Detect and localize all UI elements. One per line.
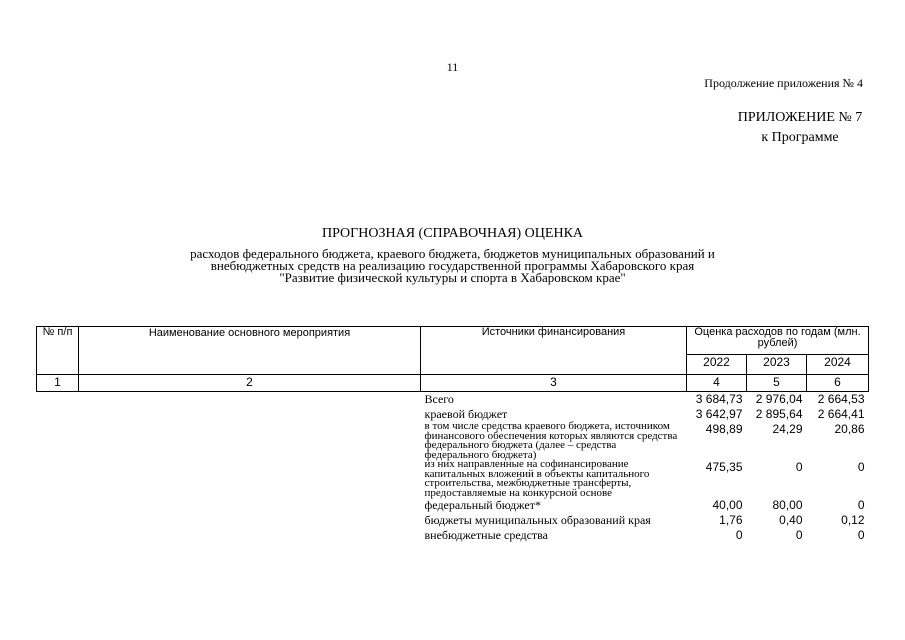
row-value-2024: 2 664,41 <box>817 407 865 421</box>
column-number: 1 <box>37 375 79 392</box>
header-col-name: Наименование основного мероприятия <box>79 327 421 375</box>
row-value-2022: 475,35 <box>705 460 743 474</box>
column-number: 2 <box>79 375 421 392</box>
row-value-2023: 0 <box>795 528 803 542</box>
row-value-2024: 0 <box>857 460 865 474</box>
column-number: 3 <box>421 375 687 392</box>
row-value-2022: 3 684,73 <box>695 392 743 406</box>
row-value-2023: 2 976,04 <box>755 392 803 406</box>
row-value-2022: 498,89 <box>705 422 743 436</box>
continuation-note: Продолжение приложения № 4 <box>704 76 863 90</box>
table-row <box>37 528 869 543</box>
row-value-2024: 0,12 <box>841 513 865 527</box>
table-row <box>37 392 869 408</box>
table-row <box>37 513 869 528</box>
row-value-2022: 40,00 <box>712 498 743 512</box>
budget-table <box>36 326 869 543</box>
row-value-2022: 3 642,97 <box>695 407 743 421</box>
row-value-2022: 0 <box>735 528 743 542</box>
document-title: ПРОГНОЗНАЯ (СПРАВОЧНАЯ) ОЦЕНКА <box>321 226 584 241</box>
row-value-2023: 0,40 <box>779 513 803 527</box>
row-source: федеральный бюджет* <box>424 498 541 512</box>
table-row <box>37 422 869 460</box>
row-source: внебюджетные средства <box>424 528 548 542</box>
appendix-subtitle: к Программе <box>761 130 839 145</box>
header-year-2022: 2022 <box>687 355 747 375</box>
page-number: 11 <box>446 60 459 74</box>
document-subtitle <box>0 248 905 284</box>
column-number: 6 <box>807 375 869 392</box>
row-value-2024: 0 <box>857 528 865 542</box>
row-source: в том числе средства краевого бюджета, источником финансового обеспечения которых являются средства федерального бюджета (далее – средства федерального бюджета) <box>424 420 678 461</box>
column-number: 5 <box>747 375 807 392</box>
row-source: из них направленные на софинансирование капитальных вложений в объекты капитального строительства, межбюджетные трансферты, предоставляемые на конкурсной основе <box>424 458 650 499</box>
header-col-source: Источники финансирования <box>421 327 687 375</box>
header-year-2024: 2024 <box>807 355 869 375</box>
row-value-2023: 0 <box>795 460 803 474</box>
header-col-estimate: Оценка расходов по годам (млн. рублей) <box>687 327 869 355</box>
row-value-2024: 0 <box>857 498 865 512</box>
row-value-2023: 80,00 <box>772 498 803 512</box>
row-value-2024: 2 664,53 <box>817 392 865 406</box>
row-source: Всего <box>424 392 454 406</box>
row-value-2024: 20,86 <box>834 422 865 436</box>
appendix-title: ПРИЛОЖЕНИЕ № 7 <box>737 110 863 125</box>
subtitle-line: внебюджетных средств на реализацию государственной программы Хабаровского края <box>210 258 695 273</box>
subtitle-line: расходов федерального бюджета, краевого бюджета, бюджетов муниципальных образований и <box>190 246 715 261</box>
subtitle-line: "Развитие физической культуры и спорта в Хабаровском крае" <box>279 270 626 285</box>
table-row <box>37 498 869 513</box>
header-year-2023: 2023 <box>747 355 807 375</box>
table-row <box>37 460 869 498</box>
column-number: 4 <box>687 375 747 392</box>
row-source: краевой бюджет <box>424 407 508 421</box>
row-value-2023: 2 895,64 <box>755 407 803 421</box>
header-col-number: № п/п <box>37 327 79 375</box>
row-value-2023: 24,29 <box>772 422 803 436</box>
row-value-2022: 1,76 <box>719 513 743 527</box>
row-source: бюджеты муниципальных образований края <box>424 513 651 527</box>
